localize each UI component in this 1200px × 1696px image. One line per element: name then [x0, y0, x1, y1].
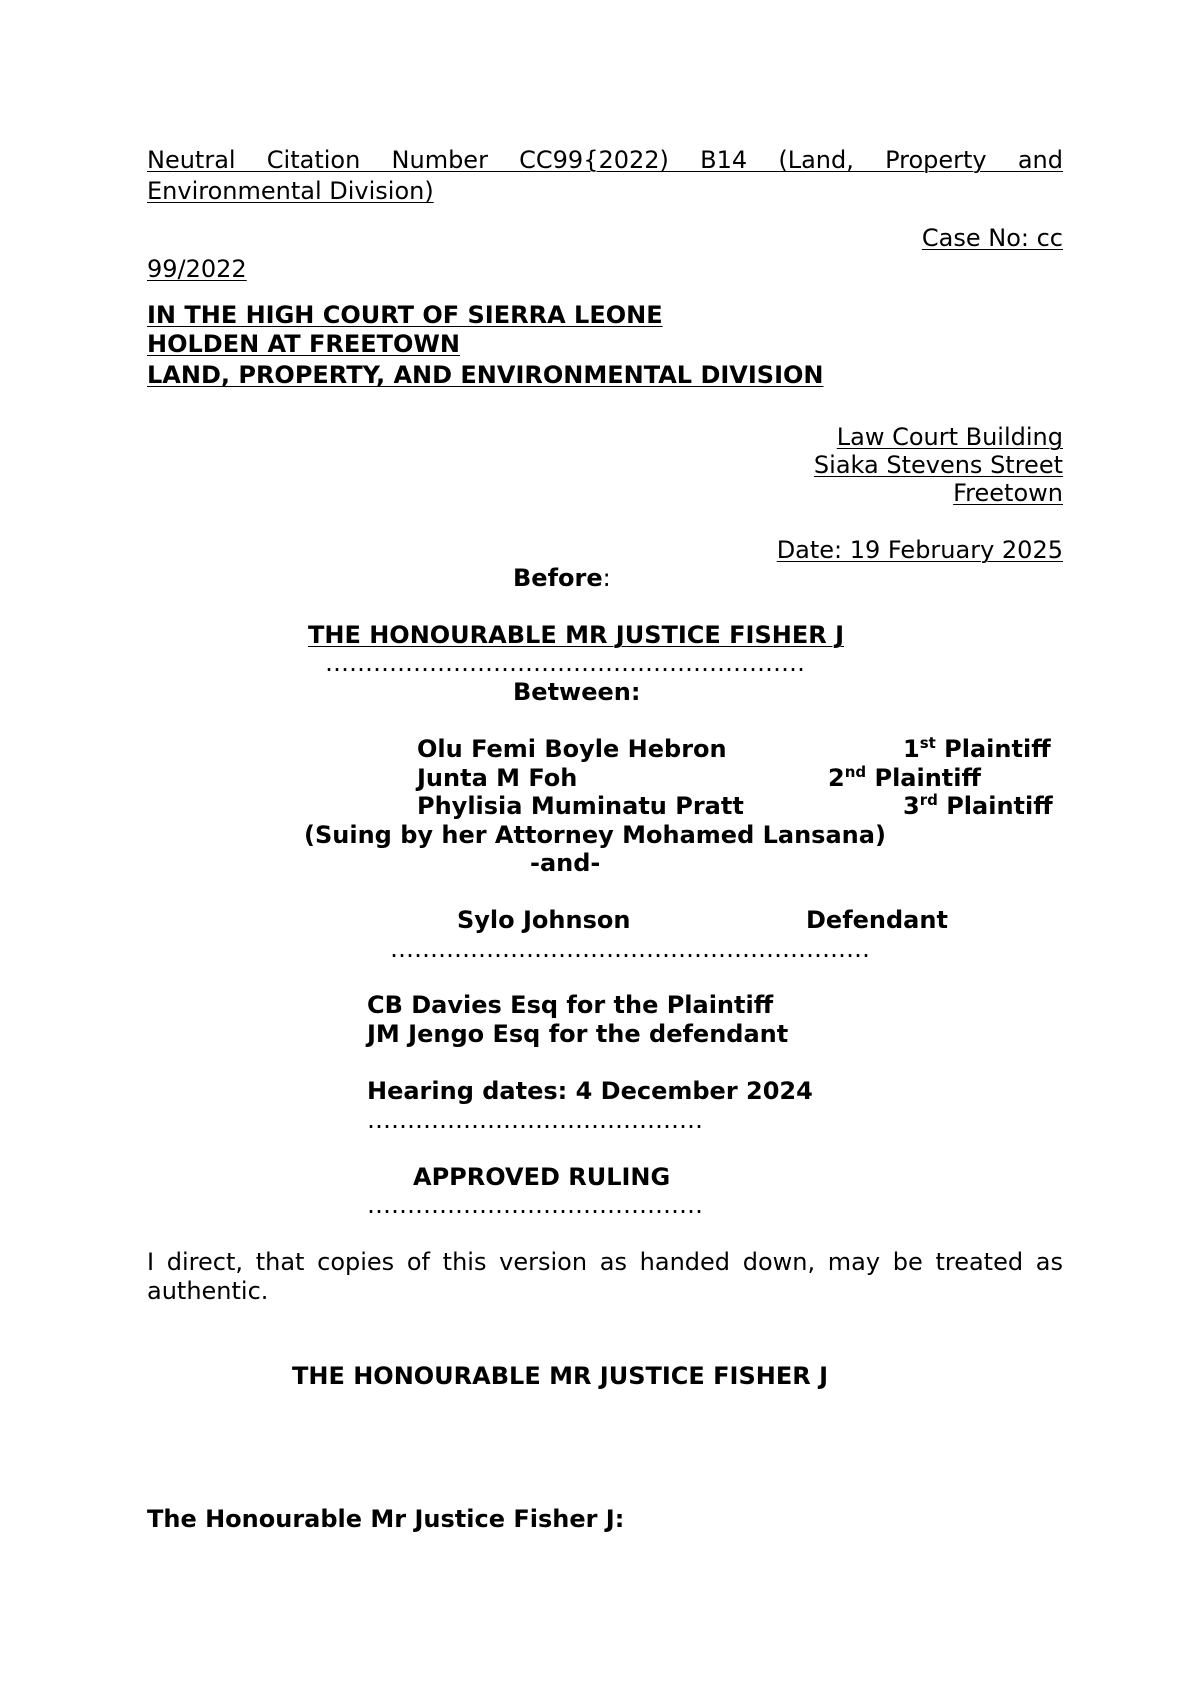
plaintiff-1-name: Olu Femi Boyle Hebron	[417, 735, 727, 763]
neutral-citation-line1: Neutral Citation Number CC99{2022) B14 (Land, Property and	[147, 146, 1063, 174]
judge-signature: THE HONOURABLE MR JUSTICE FISHER J	[292, 1362, 829, 1390]
plaintiff-1-role: 1st Plaintiff	[903, 734, 1051, 763]
judgment-heading: The Honourable Mr Justice Fisher J:	[147, 1505, 625, 1533]
hearing-dates: Hearing dates: 4 December 2024	[367, 1077, 813, 1105]
defendant-role: Defendant	[806, 906, 948, 934]
separator-dots: ……………………………………	[367, 1106, 703, 1134]
plaintiff-2-name: Junta M Foh	[417, 764, 578, 792]
before-label: Before:	[513, 564, 611, 592]
court-name: IN THE HIGH COURT OF SIERRA LEONE	[147, 301, 663, 329]
ruling-title: APPROVED RULING	[413, 1163, 671, 1191]
ruling-date: Date: 19 February 2025	[776, 536, 1063, 564]
suing-by-attorney: (Suing by her Attorney Mohamed Lansana)	[304, 821, 886, 849]
defendant-counsel: JM Jengo Esq for the defendant	[367, 1020, 789, 1048]
defendant-name: Sylo Johnson	[457, 906, 631, 934]
separator-dots: ……………………………………………………	[390, 935, 870, 963]
between-label: Between:	[513, 678, 641, 706]
court-division: LAND, PROPERTY, AND ENVIRONMENTAL DIVISION	[147, 361, 824, 389]
direction-paragraph-line1: I direct, that copies of this version as handed down, may be treated as	[147, 1248, 1063, 1276]
case-number-line2: 99/2022	[147, 255, 247, 283]
plaintiff-2-role: 2nd Plaintiff	[828, 763, 981, 792]
plaintiff-3-role: 3rd Plaintiff	[903, 791, 1053, 820]
separator-dots: ……………………………………	[367, 1191, 703, 1219]
plaintiff-counsel: CB Davies Esq for the Plaintiff	[367, 991, 774, 1019]
judge-title: THE HONOURABLE MR JUSTICE FISHER J	[308, 621, 845, 649]
address-street: Siaka Stevens Street	[813, 451, 1063, 479]
separator-dots: ……………………………………………………	[325, 649, 805, 677]
direction-paragraph-line2: authentic.	[147, 1277, 269, 1305]
plaintiff-3-name: Phylisia Muminatu Pratt	[417, 792, 744, 820]
neutral-citation-line2: Environmental Division)	[147, 177, 434, 205]
court-location: HOLDEN AT FREETOWN	[147, 330, 460, 358]
case-number-line1: Case No: cc	[921, 224, 1063, 252]
and-separator: -and-	[530, 849, 601, 877]
address-city: Freetown	[953, 479, 1063, 507]
address-building: Law Court Building	[836, 423, 1063, 451]
